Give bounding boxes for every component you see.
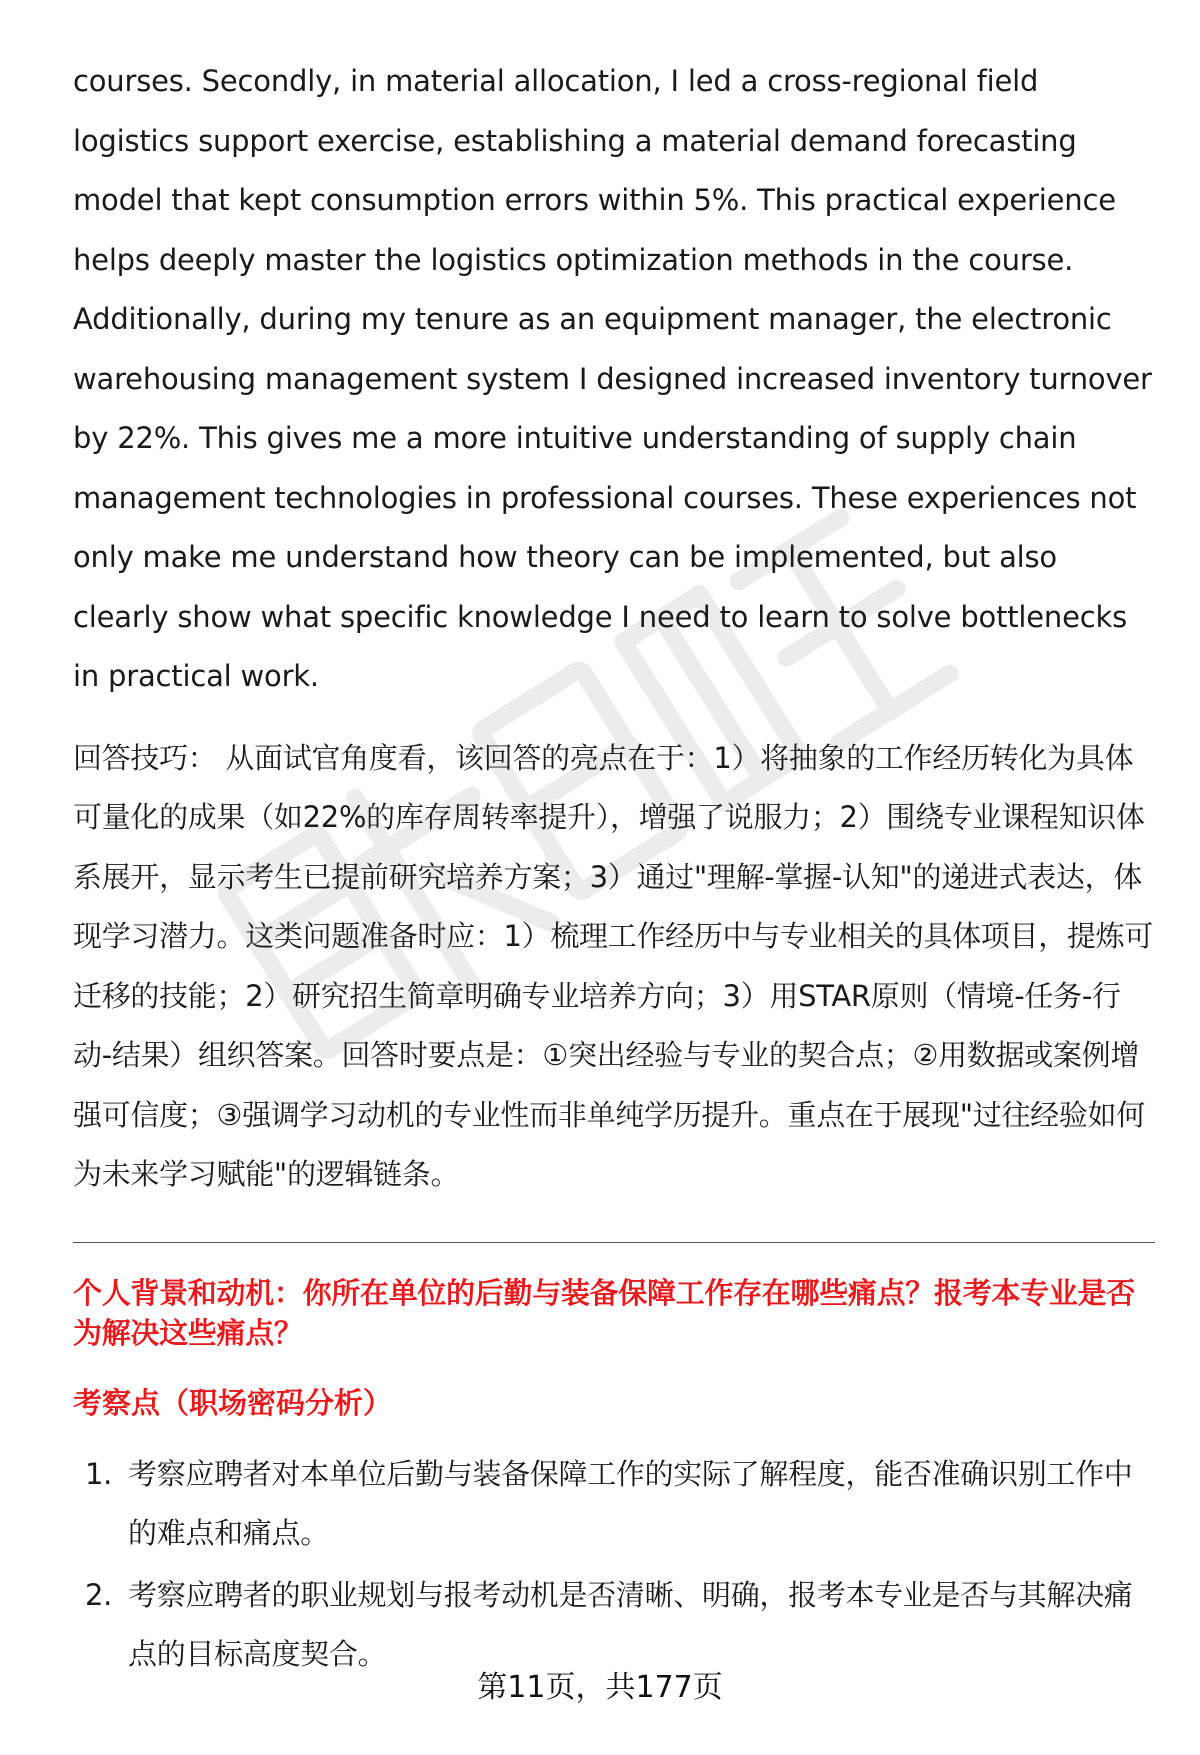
- assessment-points-list: [73, 1445, 1155, 1685]
- answer-tips-paragraph: 回答技巧： 从面试官角度看，该回答的亮点在于：1）将抽象的工作经历转化为具体可量化的成果（如22%的库存周转率提升），增强了说服力；2）围绕专业课程知识体系展开，显示考生已提前研究培养方案；3）通过"理解-掌握-认知"的递进式表达，体现学习潜力。这类问题准备时应：1）梳理工作经历中与专业相关的具体项目，提炼可迁移的技能；2）研究招生简章明确专业培养方向；3）用STAR原则（情境-任务-行动-结果）组织答案。回答时要点是：①突出经验与专业的契合点；②用数据或案例增强可信度；③强调学习动机的专业性而非单纯学历提升。重点在于展现"过往经验如何为未来学习赋能"的逻辑链条。: [73, 740, 1154, 1191]
- document-page: [73, 52, 1155, 1687]
- list-item-number: 2.: [85, 1577, 113, 1612]
- page-number-footer: 第11页，共177页: [477, 1670, 723, 1705]
- question-title: 个人背景和动机：你所在单位的后勤与装备保障工作存在哪些痛点？报考本专业是否为解决这些痛点？: [73, 1275, 1135, 1350]
- section-divider: [73, 1242, 1155, 1243]
- list-item: [73, 1445, 1155, 1564]
- list-item-number: 1.: [85, 1456, 113, 1491]
- list-item-text: 考察应聘者对本单位后勤与装备保障工作的实际了解程度，能否准确识别工作中的难点和痛点。: [128, 1456, 1133, 1550]
- list-item-text: 考察应聘者的职业规划与报考动机是否清晰、明确，报考本专业是否与其解决痛点的目标高度契合。: [128, 1577, 1133, 1671]
- list-item: [73, 1566, 1155, 1685]
- assessment-points-heading: 考察点（职场密码分析）: [73, 1385, 393, 1420]
- answer-continuation-paragraph: courses. Secondly, in material allocation, I led a cross-regional field logistics support exercise, establishing a material demand forecasting model that kept consumption errors within 5%. This practical experience helps deeply master the logistics optimization methods in the course. Additionally, during my tenure as an equipment manager, the electronic warehousing management system I designed increased inventory turnover by 22%. This gives me a more intuitive understanding of supply chain management technologies in professional courses. These experiences not only make me understand how theory can be implemented, but also clearly show what specific knowledge I need to learn to solve bottlenecks in practical work.: [73, 64, 1152, 693]
